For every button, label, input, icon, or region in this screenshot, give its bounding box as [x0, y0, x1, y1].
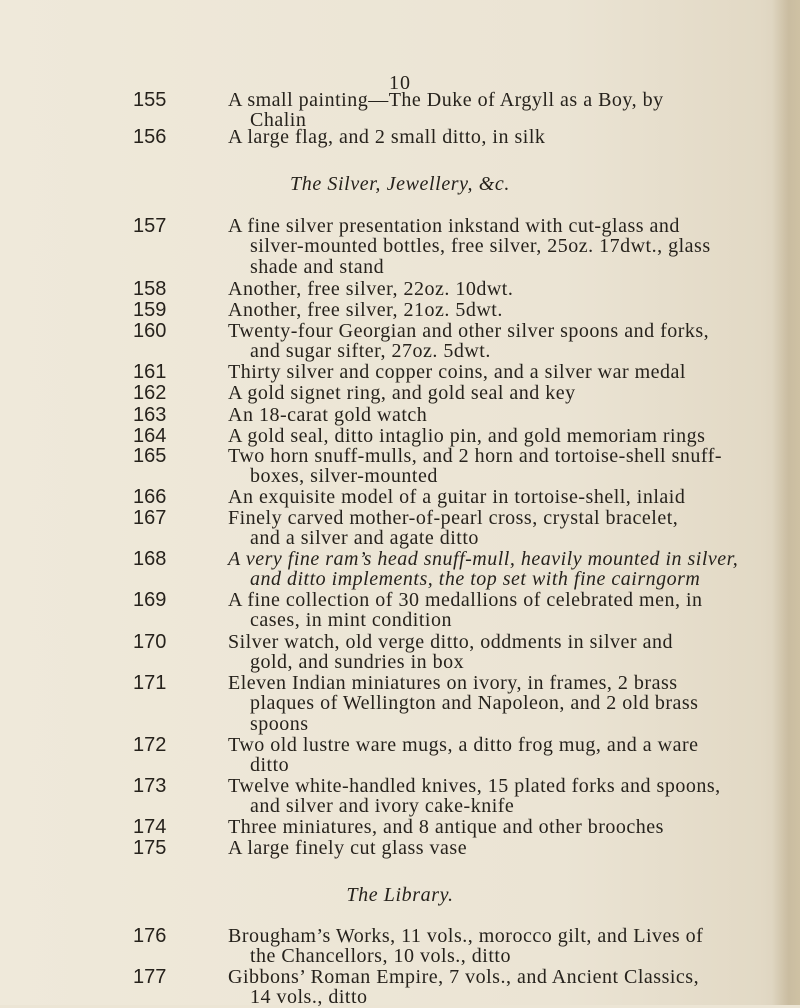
lot-description-line: cases, in mint condition	[250, 609, 452, 631]
lot-number: 173	[133, 775, 167, 797]
lot-number: 155	[133, 89, 167, 111]
lot-description-line: the Chancellors, 10 vols., ditto	[250, 945, 511, 967]
lot-description-line: Two old lustre ware mugs, a ditto frog mug, and a ware	[228, 734, 699, 756]
lot-number: 176	[133, 925, 167, 947]
lot-description-line: boxes, silver-mounted	[250, 465, 438, 487]
lot-number: 161	[133, 361, 167, 383]
lot-description-line: A gold signet ring, and gold seal and key	[228, 382, 576, 404]
lot-description-line: gold, and sundries in box	[250, 651, 465, 673]
lot-number: 158	[133, 278, 167, 300]
lot-description-line: Another, free silver, 22oz. 10dwt.	[228, 278, 514, 300]
lot-description-line: A fine collection of 30 medallions of celebrated men, in	[228, 589, 703, 611]
lot-number: 170	[133, 631, 167, 653]
lot-description-line: shade and stand	[250, 256, 385, 278]
lot-number: 163	[133, 404, 167, 426]
page-number: 10	[389, 72, 411, 94]
lot-description-line: Another, free silver, 21oz. 5dwt.	[228, 299, 503, 321]
lot-number: 157	[133, 215, 167, 237]
lot-description-line: Twelve white-handled knives, 15 plated forks and spoons,	[228, 775, 721, 797]
lot-description-line: A gold seal, ditto intaglio pin, and gold memoriam rings	[228, 425, 706, 447]
lot-description-line: A large flag, and 2 small ditto, in silk	[228, 126, 546, 148]
lot-description-line: Silver watch, old verge ditto, oddments in silver and	[228, 631, 673, 653]
lot-number: 165	[133, 445, 167, 467]
lot-description-line: Thirty silver and copper coins, and a silver war medal	[228, 361, 686, 383]
lot-number: 156	[133, 126, 167, 148]
lot-description-line: 14 vols., ditto	[250, 986, 368, 1008]
lot-description-line: ditto	[250, 754, 290, 776]
lot-description-line: and a silver and agate ditto	[250, 527, 479, 549]
lot-description-line: A fine silver presentation inkstand with cut-glass and	[228, 215, 680, 237]
lot-description-line: Two horn snuff-mulls, and 2 horn and tortoise-shell snuff-	[228, 445, 723, 467]
lot-description-line: spoons	[250, 713, 309, 735]
lot-description-line: A very fine ram’s head snuff-mull, heavily mounted in silver,	[228, 548, 739, 570]
lot-number: 169	[133, 589, 167, 611]
lot-description-line: silver-mounted bottles, free silver, 25oz. 17dwt., glass	[250, 235, 711, 257]
lot-number: 172	[133, 734, 167, 756]
lot-number: 174	[133, 816, 167, 838]
lot-description-line: An exquisite model of a guitar in tortoise-shell, inlaid	[228, 486, 686, 508]
lot-description-line: Brougham’s Works, 11 vols., morocco gilt, and Lives of	[228, 925, 704, 947]
lot-number: 162	[133, 382, 167, 404]
lot-number: 159	[133, 299, 167, 321]
section-heading-library: The Library.	[346, 884, 454, 906]
lot-description-line: Gibbons’ Roman Empire, 7 vols., and Ancient Classics,	[228, 966, 700, 988]
lot-number: 164	[133, 425, 167, 447]
lot-description-line: and ditto implements, the top set with fine cairngorm	[250, 568, 701, 590]
lot-number: 166	[133, 486, 167, 508]
lot-description-line: plaques of Wellington and Napoleon, and 2 old brass	[250, 692, 699, 714]
lot-description-line: and sugar sifter, 27oz. 5dwt.	[250, 340, 491, 362]
lot-description-line: Twenty-four Georgian and other silver spoons and forks,	[228, 320, 710, 342]
section-heading-silver: The Silver, Jewellery, &c.	[290, 173, 510, 195]
lot-number: 167	[133, 507, 167, 529]
lot-number: 168	[133, 548, 167, 570]
lot-description-line: An 18-carat gold watch	[228, 404, 428, 426]
lot-description-line: Three miniatures, and 8 antique and other brooches	[228, 816, 664, 838]
lot-description-line: and silver and ivory cake-knife	[250, 795, 515, 817]
page-edge-shadow	[772, 0, 800, 1005]
lot-description-line: A small painting—The Duke of Argyll as a Boy, by	[228, 89, 664, 111]
lot-description-line: Chalin	[250, 109, 307, 131]
lot-number: 177	[133, 966, 167, 988]
lot-description-line: A large finely cut glass vase	[228, 837, 468, 859]
lot-number: 171	[133, 672, 167, 694]
lot-number: 160	[133, 320, 167, 342]
lot-description-line: Finely carved mother-of-pearl cross, crystal bracelet,	[228, 507, 679, 529]
lot-description-line: Eleven Indian miniatures on ivory, in frames, 2 brass	[228, 672, 678, 694]
lot-number: 175	[133, 837, 167, 859]
